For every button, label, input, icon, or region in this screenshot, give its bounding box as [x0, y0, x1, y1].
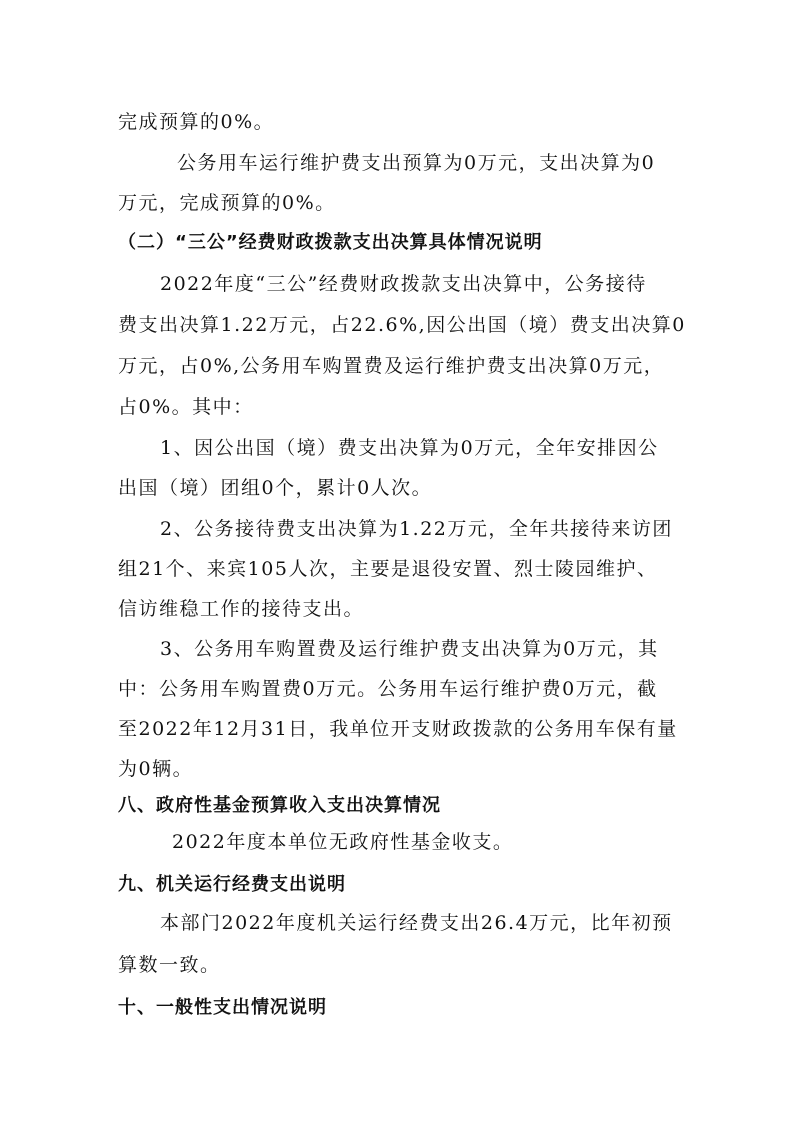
section-heading: 九、机关运行经费支出说明: [118, 874, 346, 895]
text-line: 3、公务用车购置费及运行维护费支出决算为0万元，其: [160, 638, 659, 660]
text-line: 1、因公出国（境）费支出决算为0万元，全年安排因公: [160, 437, 659, 459]
section-heading: （二）“三公”经费财政拨款支出决算具体情况说明: [118, 232, 543, 253]
text-line: 至2022年12月31日，我单位开支财政拨款的公务用车保有量: [118, 718, 678, 740]
text-line: 万元，占0%,公务用车购置费及运行维护费支出决算0万元，: [118, 355, 665, 377]
text-line: 费支出决算1.22万元，占22.6%,因公出国（境）费支出决算0: [118, 314, 686, 336]
section-heading: 十、一般性支出情况说明: [118, 997, 327, 1018]
text-line: 信访维稳工作的接待支出。: [118, 598, 365, 620]
text-line: 本部门2022年度机关运行经费支出26.4万元，比年初预: [160, 912, 673, 934]
text-line: 组21个、来宾105人次，主要是退役安置、烈士陵园维护、: [118, 558, 658, 580]
text-line: 占0%。其中：: [118, 396, 254, 418]
text-line: 算数一致。: [118, 954, 221, 976]
text-line: 2、公务接待费支出决算为1.22万元，全年共接待来访团: [160, 518, 673, 540]
text-line: 中：公务用车购置费0万元。公务用车运行维护费0万元，截: [118, 678, 658, 700]
text-line: 万元，完成预算的0%。: [118, 192, 336, 214]
text-line: 完成预算的0%。: [118, 111, 275, 133]
section-heading: 八、政府性基金预算收入支出决算情况: [118, 795, 441, 816]
text-line: 为0辆。: [118, 758, 194, 780]
text-line: 2022年度“三公”经费财政拨款支出决算中，公务接待: [160, 273, 647, 295]
text-line: 公务用车运行维护费支出预算为0万元，支出决算为0: [177, 152, 656, 174]
text-line: 出国（境）团组0个，累计0人次。: [118, 477, 433, 499]
text-line: 2022年度本单位无政府性基金收支。: [172, 831, 514, 853]
